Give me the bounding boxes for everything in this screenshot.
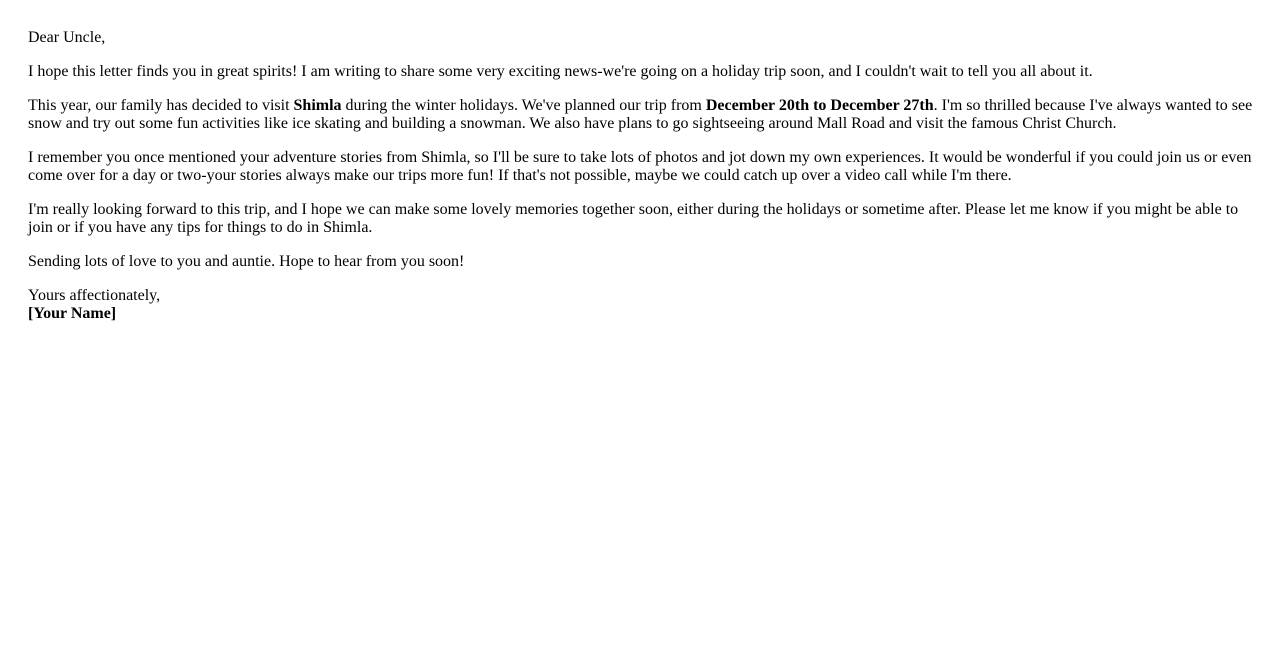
trip-destination: Shimla [293, 97, 342, 114]
trip-text-part3: . I'm so thrilled because I've always wanted to see snow and try out some fun activities like ice skating and building a snowman. We also have plans to go sightseeing around Mall Road and visit the famous Christ Church. [28, 97, 1253, 132]
signature-name: [Your Name] [28, 305, 117, 322]
letter-paragraph-trip-details [28, 97, 1256, 133]
trip-dates: December 20th to December 27th [705, 97, 934, 114]
letter-greeting: Dear Uncle, [28, 29, 106, 46]
letter-closing: Yours affectionately, [28, 287, 161, 304]
letter-signature [28, 305, 1256, 323]
trip-text-part2: during the winter holidays. We've planned our trip from [341, 97, 706, 114]
trip-text-part1: This year, our family has decided to visit [28, 97, 294, 114]
letter-paragraph-stories: I remember you once mentioned your adventure stories from Shimla, so I'll be sure to take lots of photos and jot down my own experiences. It would be wonderful if you could join us or even come over for a day or two-your stories always make our trips more fun! If that's not possible, maybe we could catch up over a video call while I'm there. [28, 149, 1252, 184]
letter-paragraph-intro: I hope this letter finds you in great spirits! I am writing to share some very exciting news-we're going on a holiday trip soon, and I couldn't wait to tell you all about it. [28, 63, 1093, 80]
letter-paragraph-love: Sending lots of love to you and auntie. Hope to hear from you soon! [28, 253, 465, 270]
letter-body [28, 29, 1256, 323]
letter-paragraph-memories: I'm really looking forward to this trip, and I hope we can make some lovely memories together soon, either during the holidays or sometime after. Please let me know if you might be able to join or if you have any tips for things to do in Shimla. [28, 201, 1239, 236]
